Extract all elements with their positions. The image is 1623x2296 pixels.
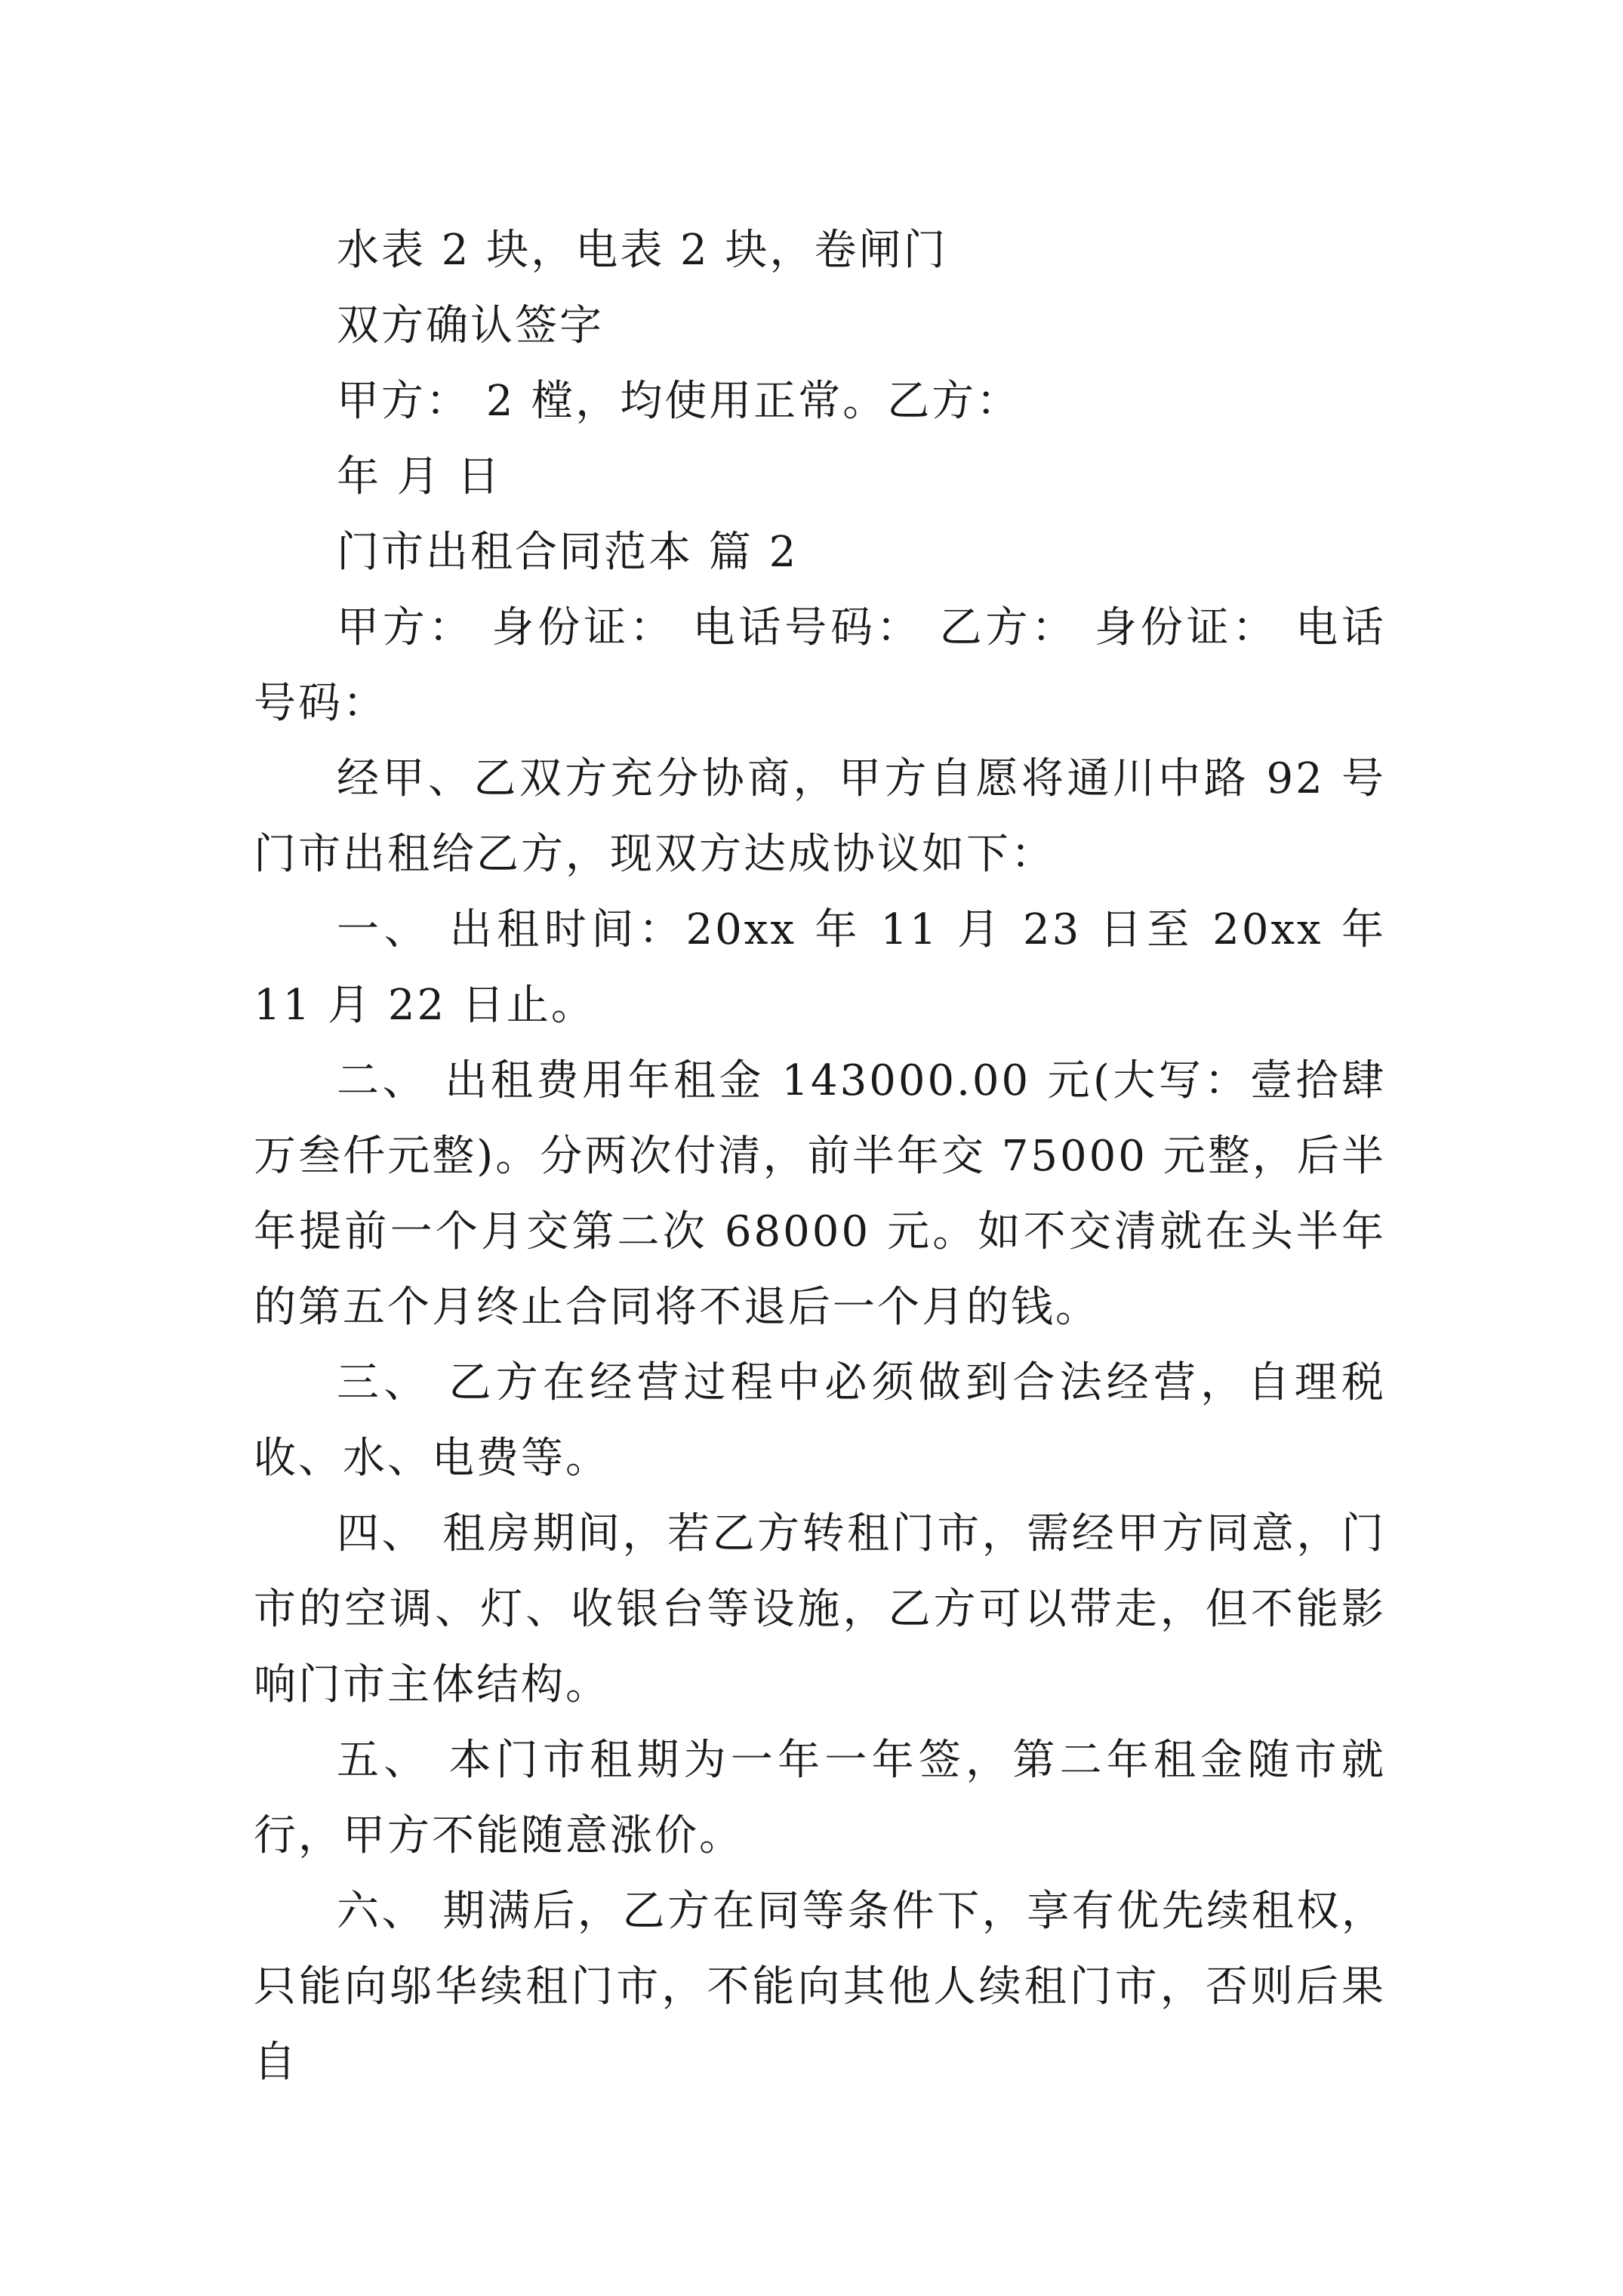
paragraph: 甲方： 身份证： 电话号码： 乙方： 身份证： 电话号码： (254, 603, 1386, 728)
text-line: 水表 2 块，电表 2 块，卷闸门 (337, 226, 948, 275)
paragraph: 五、 本门市租期为一年一年签，第二年租金随市就行，甲方不能随意涨价。 (254, 1736, 1386, 1860)
paragraph: 二、 出租费用年租金 143000.00 元(大写：壹拾肆万叁仟元整)。分两次付清，前半年交 75000 元整，后半年提前一个月交第二次 68000 元。如不交清就在头半年的第五个月终止合同将不退后一个月的钱。 (254, 1056, 1386, 1332)
document-body (254, 213, 1386, 2100)
paragraph: 经甲、乙双方充分协商，甲方自愿将通川中路 92 号门市出租给乙方，现双方达成协议如下： (254, 754, 1386, 879)
paragraph: 三、 乙方在经营过程中必须做到合法经营，自理税收、水、电费等。 (254, 1358, 1386, 1483)
paragraph: 四、 租房期间，若乙方转租门市，需经甲方同意，门市的空调、灯、收银台等设施，乙方可以带走，但不能影响门市主体结构。 (254, 1509, 1386, 1709)
text-line: 甲方： 2 樘，均使用正常。乙方： (337, 377, 1021, 426)
text-line: 年 月 日 (337, 452, 502, 501)
text-line: 双方确认签字 (337, 301, 604, 350)
section-heading: 门市出租合同范本 篇 2 (337, 528, 799, 577)
paragraph: 六、 期满后，乙方在同等条件下，享有优先续租权，只能向邬华续租门市，不能向其他人续租门市，否则后果自 (254, 1887, 1386, 2087)
paragraph: 一、 出租时间：20xx 年 11 月 23 日至 20xx 年 11 月 22 日止。 (254, 905, 1386, 1030)
